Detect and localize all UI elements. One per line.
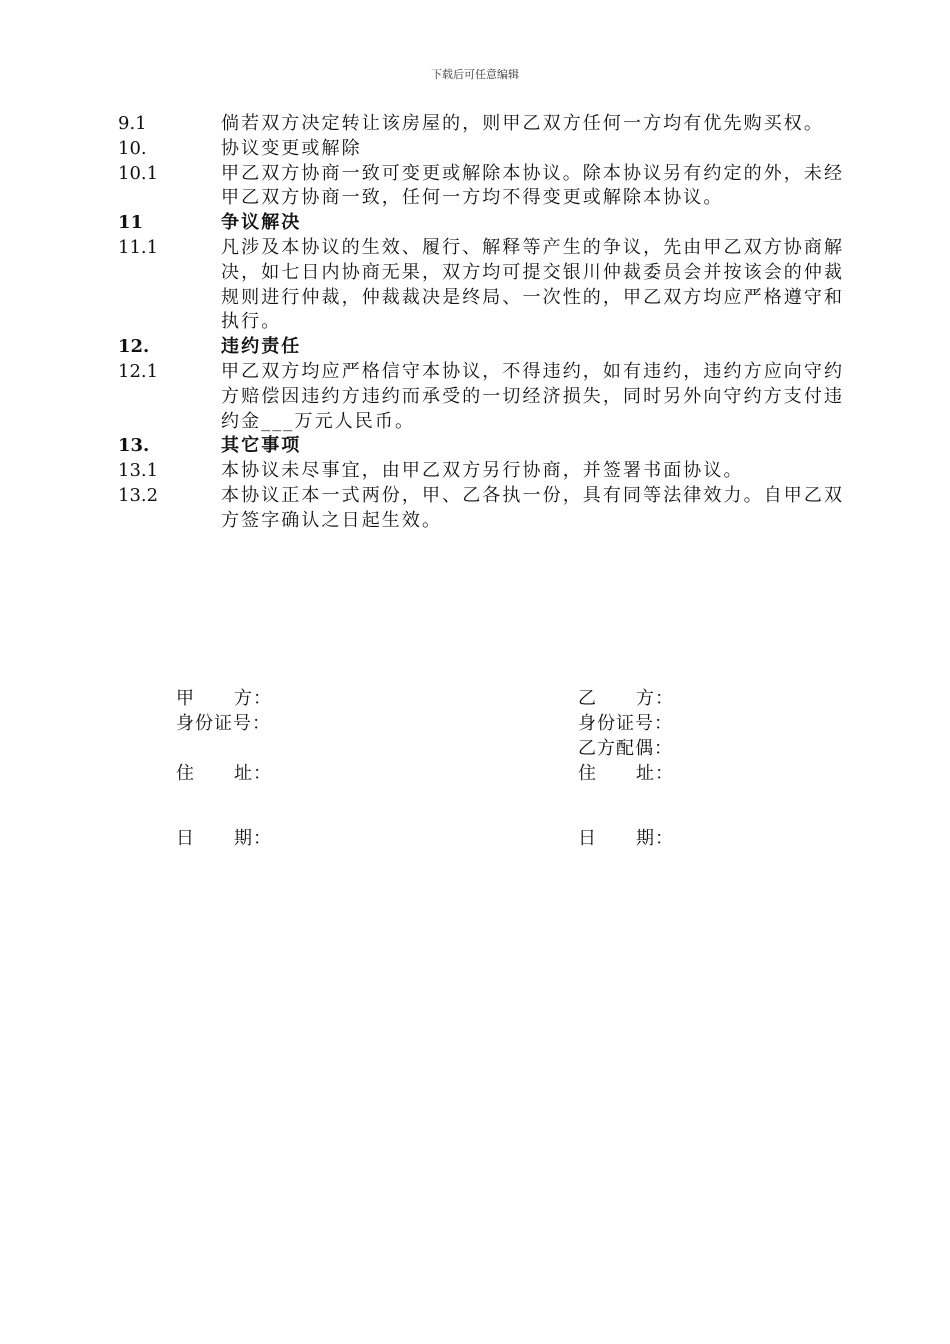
party-b-date-label [578, 826, 674, 851]
party-a-date-line [176, 826, 436, 851]
party-b-address-label [578, 761, 674, 786]
clause-text: 本协议正本一式两份，甲、乙各执一份，具有同等法律效力。自甲乙双方签字确认之日起生效。 [221, 484, 845, 531]
clause-text: 甲乙双方协商一致可变更或解除本协议。除本协议另有约定的外，未经甲乙双方协商一致，任何一方均不得变更或解除本协议。 [221, 162, 845, 209]
page-header: 下载后可任意编辑 [431, 68, 519, 81]
section-heading-12 [118, 335, 848, 360]
section-number: 12. [118, 336, 150, 358]
agreement-body [118, 112, 848, 534]
clause-number: 12.1 [118, 360, 159, 382]
section-title: 争议解决 [221, 212, 302, 234]
section-title: 违约责任 [221, 336, 302, 358]
label-char: 甲 [176, 688, 195, 709]
section-number: 13. [118, 435, 150, 457]
party-b-spouse-line [578, 736, 838, 761]
clause-11-1 [118, 236, 848, 335]
party-a-address-line [176, 761, 436, 786]
label-char: 方： [636, 688, 674, 709]
clause-number: 11.1 [118, 236, 159, 258]
clause-13-1 [118, 459, 848, 484]
signature-block-party-a [176, 686, 436, 851]
label-char: 住 [578, 763, 597, 784]
party-b-id-label: 身份证号： [578, 713, 673, 734]
clause-number: 13.2 [118, 484, 159, 506]
party-b-name-line [578, 686, 838, 711]
label-char: 址： [636, 763, 674, 784]
section-number: 11 [118, 212, 144, 234]
party-a-address-label [176, 761, 272, 786]
clause-10-1 [118, 162, 848, 212]
clause-number: 13.1 [118, 460, 159, 482]
party-b-id-line [578, 711, 838, 736]
party-a-spacer [176, 736, 436, 761]
party-b-spouse-label: 乙方配偶： [578, 738, 673, 759]
clause-text: 凡涉及本协议的生效、履行、解释等产生的争议，先由甲乙双方协商解决，如七日内协商无果，双方均可提交银川仲裁委员会并按该会的仲裁规则进行仲裁，仲裁裁决是终局、一次性的，甲乙双方均应严格遵守和执行。 [221, 236, 845, 333]
party-b-address-line [578, 761, 838, 786]
clause-12-1 [118, 360, 848, 434]
label-char: 期： [234, 828, 272, 849]
label-char: 址： [234, 763, 272, 784]
party-b-date-line [578, 826, 838, 851]
party-a-id-label: 身份证号： [176, 713, 271, 734]
label-char: 住 [176, 763, 195, 784]
clause-9-1 [118, 112, 848, 137]
section-heading-11 [118, 211, 848, 236]
label-char: 方： [234, 688, 272, 709]
clause-text: 倘若双方决定转让该房屋的，则甲乙双方任何一方均有优先购买权。 [221, 113, 824, 134]
clause-13-2 [118, 484, 848, 534]
party-a-name-line [176, 686, 436, 711]
label-char: 期： [636, 828, 674, 849]
party-a-id-line [176, 711, 436, 736]
party-a-date-label [176, 826, 272, 851]
label-char: 日 [176, 828, 195, 849]
label-char: 乙 [578, 688, 597, 709]
signature-block-party-b [578, 686, 838, 851]
clause-text: 协议变更或解除 [221, 137, 362, 159]
section-heading-13 [118, 434, 848, 459]
party-a-label [176, 686, 272, 711]
clause-text: 甲乙双方均应严格信守本协议，不得违约，如有违约，违约方应向守约方赔偿因违约方违约而承受的一切经济损失，同时另外向守约方支付违约金___万元人民币。 [221, 360, 845, 432]
clause-10 [118, 137, 848, 162]
section-title: 其它事项 [221, 435, 302, 457]
clause-number: 10.1 [118, 162, 159, 184]
signature-gap [176, 786, 436, 826]
clause-number: 10. [118, 137, 147, 159]
clause-text: 本协议未尽事宜，由甲乙双方另行协商，并签署书面协议。 [221, 460, 744, 482]
label-char: 日 [578, 828, 597, 849]
clause-number: 9.1 [118, 113, 147, 134]
party-b-label [578, 686, 674, 711]
signature-gap [578, 786, 838, 826]
